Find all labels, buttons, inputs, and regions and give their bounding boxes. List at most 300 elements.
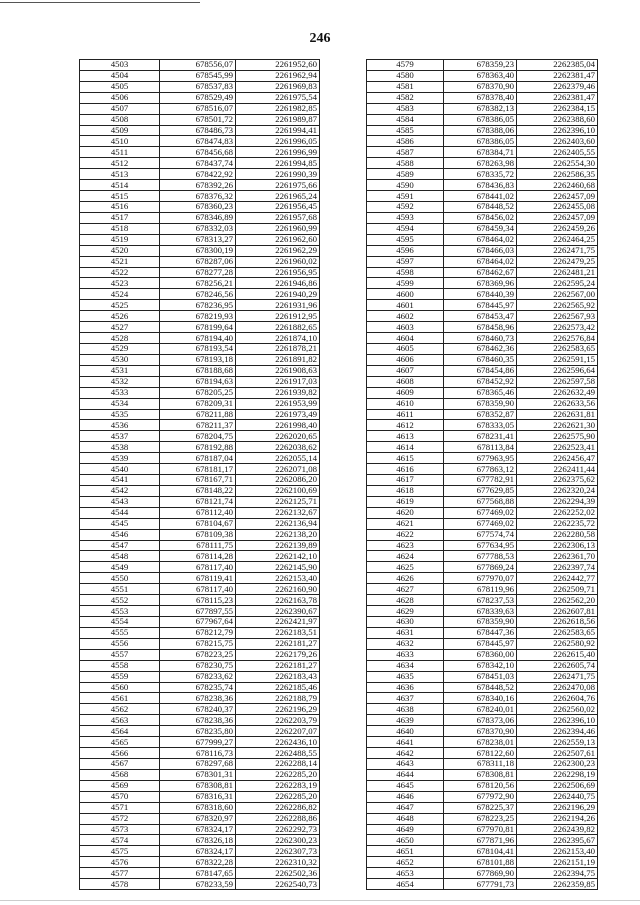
table-row xyxy=(80,234,320,245)
table-row xyxy=(80,715,320,726)
y-coordinate-cell: 2262139,89 xyxy=(236,540,320,551)
table-row xyxy=(80,289,320,300)
table-row xyxy=(367,169,598,180)
x-coordinate-cell: 678464,02 xyxy=(444,234,517,245)
table-row xyxy=(367,573,598,584)
point-number-cell: 4508 xyxy=(80,114,160,125)
table-row xyxy=(80,431,320,442)
y-coordinate-cell: 2262196,29 xyxy=(517,802,598,813)
point-number-cell: 4582 xyxy=(367,92,444,103)
x-coordinate-cell: 678233,59 xyxy=(160,879,236,890)
point-number-cell: 4623 xyxy=(367,540,444,551)
table-row xyxy=(367,365,598,376)
point-number-cell: 4597 xyxy=(367,256,444,267)
x-coordinate-cell: 678111,75 xyxy=(160,540,236,551)
x-coordinate-cell: 678462,67 xyxy=(444,267,517,278)
x-coordinate-cell: 678324,17 xyxy=(160,824,236,835)
y-coordinate-cell: 2262179,26 xyxy=(236,649,320,660)
y-coordinate-cell: 2262188,79 xyxy=(236,693,320,704)
y-coordinate-cell: 2262375,62 xyxy=(517,475,598,486)
y-coordinate-cell: 2262145,90 xyxy=(236,562,320,573)
y-coordinate-cell: 2261994,41 xyxy=(236,125,320,136)
y-coordinate-cell: 2261982,85 xyxy=(236,103,320,114)
point-number-cell: 4537 xyxy=(80,431,160,442)
table-row xyxy=(367,92,598,103)
x-coordinate-cell: 678311,18 xyxy=(444,759,517,770)
table-row xyxy=(80,485,320,496)
y-coordinate-cell: 2262183,51 xyxy=(236,627,320,638)
point-number-cell: 4504 xyxy=(80,70,160,81)
table-row xyxy=(80,693,320,704)
point-number-cell: 4619 xyxy=(367,496,444,507)
point-number-cell: 4550 xyxy=(80,573,160,584)
x-coordinate-cell: 677469,02 xyxy=(444,507,517,518)
x-coordinate-cell: 678454,86 xyxy=(444,365,517,376)
x-coordinate-cell: 677972,90 xyxy=(444,791,517,802)
point-number-cell: 4539 xyxy=(80,453,160,464)
point-number-cell: 4585 xyxy=(367,125,444,136)
x-coordinate-cell: 678297,68 xyxy=(160,759,236,770)
x-coordinate-cell: 678119,41 xyxy=(160,573,236,584)
y-coordinate-cell: 2262457,09 xyxy=(517,191,598,202)
point-number-cell: 4519 xyxy=(80,234,160,245)
point-number-cell: 4598 xyxy=(367,267,444,278)
x-coordinate-cell: 678313,27 xyxy=(160,234,236,245)
point-number-cell: 4542 xyxy=(80,485,160,496)
table-row xyxy=(367,475,598,486)
table-row xyxy=(80,518,320,529)
x-coordinate-cell: 678486,73 xyxy=(160,125,236,136)
x-coordinate-cell: 678117,40 xyxy=(160,584,236,595)
y-coordinate-cell: 2262020,65 xyxy=(236,431,320,442)
table-row xyxy=(367,671,598,682)
point-number-cell: 4515 xyxy=(80,191,160,202)
point-number-cell: 4601 xyxy=(367,300,444,311)
point-number-cell: 4613 xyxy=(367,431,444,442)
x-coordinate-cell: 678104,41 xyxy=(444,846,517,857)
y-coordinate-cell: 2261965,24 xyxy=(236,191,320,202)
y-coordinate-cell: 2261996,05 xyxy=(236,136,320,147)
point-number-cell: 4591 xyxy=(367,191,444,202)
point-number-cell: 4516 xyxy=(80,201,160,212)
y-coordinate-cell: 2262456,47 xyxy=(517,453,598,464)
table-row xyxy=(367,769,598,780)
point-number-cell: 4570 xyxy=(80,791,160,802)
y-coordinate-cell: 2261912,95 xyxy=(236,311,320,322)
point-number-cell: 4505 xyxy=(80,81,160,92)
table-row xyxy=(80,726,320,737)
y-coordinate-cell: 2262310,32 xyxy=(236,857,320,868)
x-coordinate-cell: 678360,23 xyxy=(160,201,236,212)
x-coordinate-cell: 678187,04 xyxy=(160,453,236,464)
y-coordinate-cell: 2262086,20 xyxy=(236,475,320,486)
point-number-cell: 4514 xyxy=(80,180,160,191)
table-row xyxy=(367,649,598,660)
table-row xyxy=(80,169,320,180)
y-coordinate-cell: 2262411,44 xyxy=(517,464,598,475)
x-coordinate-cell: 678370,90 xyxy=(444,81,517,92)
point-number-cell: 4569 xyxy=(80,780,160,791)
y-coordinate-cell: 2262194,26 xyxy=(517,813,598,824)
x-coordinate-cell: 678333,05 xyxy=(444,420,517,431)
point-number-cell: 4590 xyxy=(367,180,444,191)
point-number-cell: 4607 xyxy=(367,365,444,376)
point-number-cell: 4573 xyxy=(80,824,160,835)
x-coordinate-cell: 678459,34 xyxy=(444,223,517,234)
table-row xyxy=(367,748,598,759)
y-coordinate-cell: 2261973,49 xyxy=(236,409,320,420)
y-coordinate-cell: 2262488,55 xyxy=(236,748,320,759)
table-row xyxy=(80,824,320,835)
table-row xyxy=(367,136,598,147)
y-coordinate-cell: 2262481,21 xyxy=(517,267,598,278)
x-coordinate-cell: 678501,72 xyxy=(160,114,236,125)
table-row xyxy=(367,431,598,442)
x-coordinate-cell: 678115,23 xyxy=(160,595,236,606)
x-coordinate-cell: 678388,06 xyxy=(444,125,517,136)
point-number-cell: 4643 xyxy=(367,759,444,770)
point-number-cell: 4506 xyxy=(80,92,160,103)
point-number-cell: 4551 xyxy=(80,584,160,595)
point-number-cell: 4536 xyxy=(80,420,160,431)
point-number-cell: 4614 xyxy=(367,442,444,453)
table-row xyxy=(367,245,598,256)
y-coordinate-cell: 2262183,43 xyxy=(236,671,320,682)
y-coordinate-cell: 2262605,74 xyxy=(517,660,598,671)
y-coordinate-cell: 2262397,74 xyxy=(517,562,598,573)
x-coordinate-cell: 678209,31 xyxy=(160,398,236,409)
table-row xyxy=(367,212,598,223)
y-coordinate-cell: 2261882,65 xyxy=(236,322,320,333)
point-number-cell: 4525 xyxy=(80,300,160,311)
y-coordinate-cell: 2262207,07 xyxy=(236,726,320,737)
table-row xyxy=(80,529,320,540)
point-number-cell: 4558 xyxy=(80,660,160,671)
y-coordinate-cell: 2262502,36 xyxy=(236,868,320,879)
table-row xyxy=(80,562,320,573)
point-number-cell: 4565 xyxy=(80,737,160,748)
y-coordinate-cell: 2261953,99 xyxy=(236,398,320,409)
y-coordinate-cell: 2262470,08 xyxy=(517,682,598,693)
y-coordinate-cell: 2262580,92 xyxy=(517,638,598,649)
x-coordinate-cell: 678263,98 xyxy=(444,158,517,169)
point-number-cell: 4521 xyxy=(80,256,160,267)
point-number-cell: 4518 xyxy=(80,223,160,234)
y-coordinate-cell: 2262181,27 xyxy=(236,660,320,671)
point-number-cell: 4568 xyxy=(80,769,160,780)
table-row xyxy=(80,857,320,868)
y-coordinate-cell: 2262381,47 xyxy=(517,92,598,103)
x-coordinate-cell: 677963,95 xyxy=(444,453,517,464)
table-row xyxy=(367,857,598,868)
table-row xyxy=(367,595,598,606)
point-number-cell: 4572 xyxy=(80,813,160,824)
x-coordinate-cell: 678112,40 xyxy=(160,507,236,518)
y-coordinate-cell: 2262583,65 xyxy=(517,627,598,638)
y-coordinate-cell: 2262604,76 xyxy=(517,693,598,704)
x-coordinate-cell: 678460,35 xyxy=(444,354,517,365)
y-coordinate-cell: 2262464,25 xyxy=(517,234,598,245)
x-coordinate-cell: 677791,73 xyxy=(444,879,517,890)
point-number-cell: 4574 xyxy=(80,835,160,846)
y-coordinate-cell: 2262565,92 xyxy=(517,300,598,311)
point-number-cell: 4535 xyxy=(80,409,160,420)
table-row xyxy=(367,638,598,649)
x-coordinate-cell: 678301,31 xyxy=(160,769,236,780)
y-coordinate-cell: 2262562,20 xyxy=(517,595,598,606)
y-coordinate-cell: 2261952,60 xyxy=(236,60,320,71)
y-coordinate-cell: 2262196,29 xyxy=(236,704,320,715)
y-coordinate-cell: 2261957,68 xyxy=(236,212,320,223)
x-coordinate-cell: 677999,27 xyxy=(160,737,236,748)
point-number-cell: 4609 xyxy=(367,387,444,398)
x-coordinate-cell: 677869,24 xyxy=(444,562,517,573)
y-coordinate-cell: 2262633,56 xyxy=(517,398,598,409)
y-coordinate-cell: 2262394,46 xyxy=(517,726,598,737)
x-coordinate-cell: 678462,36 xyxy=(444,343,517,354)
table-row xyxy=(80,376,320,387)
point-number-cell: 4654 xyxy=(367,879,444,890)
y-coordinate-cell: 2261891,82 xyxy=(236,354,320,365)
y-coordinate-cell: 2261956,45 xyxy=(236,201,320,212)
y-coordinate-cell: 2262506,69 xyxy=(517,780,598,791)
y-coordinate-cell: 2262388,60 xyxy=(517,114,598,125)
x-coordinate-cell: 677782,91 xyxy=(444,475,517,486)
x-coordinate-cell: 678215,75 xyxy=(160,638,236,649)
table-row xyxy=(80,759,320,770)
point-number-cell: 4634 xyxy=(367,660,444,671)
y-coordinate-cell: 2262559,13 xyxy=(517,737,598,748)
x-coordinate-cell: 677788,53 xyxy=(444,551,517,562)
y-coordinate-cell: 2262509,71 xyxy=(517,584,598,595)
y-coordinate-cell: 2262597,58 xyxy=(517,376,598,387)
point-number-cell: 4622 xyxy=(367,529,444,540)
point-number-cell: 4578 xyxy=(80,879,160,890)
x-coordinate-cell: 677871,96 xyxy=(444,835,517,846)
table-row xyxy=(367,529,598,540)
table-row xyxy=(367,376,598,387)
point-number-cell: 4528 xyxy=(80,333,160,344)
table-row xyxy=(80,846,320,857)
x-coordinate-cell: 678181,17 xyxy=(160,464,236,475)
point-number-cell: 4567 xyxy=(80,759,160,770)
table-row xyxy=(367,496,598,507)
point-number-cell: 4547 xyxy=(80,540,160,551)
y-coordinate-cell: 2262185,46 xyxy=(236,682,320,693)
x-coordinate-cell: 678392,26 xyxy=(160,180,236,191)
point-number-cell: 4538 xyxy=(80,442,160,453)
x-coordinate-cell: 678422,92 xyxy=(160,169,236,180)
table-row xyxy=(80,103,320,114)
table-row xyxy=(80,769,320,780)
y-coordinate-cell: 2262160,90 xyxy=(236,584,320,595)
point-number-cell: 4534 xyxy=(80,398,160,409)
table-row xyxy=(367,485,598,496)
table-row xyxy=(367,551,598,562)
point-number-cell: 4615 xyxy=(367,453,444,464)
x-coordinate-cell: 678447,36 xyxy=(444,627,517,638)
x-coordinate-cell: 678230,75 xyxy=(160,660,236,671)
table-row xyxy=(367,464,598,475)
y-coordinate-cell: 2262396,10 xyxy=(517,715,598,726)
x-coordinate-cell: 678373,06 xyxy=(444,715,517,726)
x-coordinate-cell: 678359,23 xyxy=(444,60,517,71)
table-row xyxy=(80,453,320,464)
table-row xyxy=(367,223,598,234)
y-coordinate-cell: 2262235,72 xyxy=(517,518,598,529)
point-number-cell: 4533 xyxy=(80,387,160,398)
x-coordinate-cell: 678238,36 xyxy=(160,715,236,726)
x-coordinate-cell: 678322,28 xyxy=(160,857,236,868)
point-number-cell: 4530 xyxy=(80,354,160,365)
x-coordinate-cell: 677967,64 xyxy=(160,617,236,628)
x-coordinate-cell: 678225,37 xyxy=(444,802,517,813)
x-coordinate-cell: 678386,05 xyxy=(444,114,517,125)
y-coordinate-cell: 2262252,02 xyxy=(517,507,598,518)
y-coordinate-cell: 2262421,97 xyxy=(236,617,320,628)
x-coordinate-cell: 678352,87 xyxy=(444,409,517,420)
y-coordinate-cell: 2261990,39 xyxy=(236,169,320,180)
point-number-cell: 4540 xyxy=(80,464,160,475)
point-number-cell: 4580 xyxy=(367,70,444,81)
table-row xyxy=(80,627,320,638)
table-row xyxy=(367,835,598,846)
x-coordinate-cell: 677568,88 xyxy=(444,496,517,507)
x-coordinate-cell: 677863,12 xyxy=(444,464,517,475)
table-row xyxy=(80,682,320,693)
x-coordinate-cell: 678223,25 xyxy=(444,813,517,824)
point-number-cell: 4645 xyxy=(367,780,444,791)
point-number-cell: 4653 xyxy=(367,868,444,879)
y-coordinate-cell: 2262576,84 xyxy=(517,333,598,344)
point-number-cell: 4616 xyxy=(367,464,444,475)
table-row xyxy=(80,584,320,595)
y-coordinate-cell: 2262288,86 xyxy=(236,813,320,824)
x-coordinate-cell: 678117,40 xyxy=(160,562,236,573)
x-coordinate-cell: 678235,80 xyxy=(160,726,236,737)
point-number-cell: 4517 xyxy=(80,212,160,223)
table-row xyxy=(80,191,320,202)
x-coordinate-cell: 678194,40 xyxy=(160,333,236,344)
point-number-cell: 4587 xyxy=(367,147,444,158)
table-row xyxy=(80,551,320,562)
y-coordinate-cell: 2262381,47 xyxy=(517,70,598,81)
y-coordinate-cell: 2262523,41 xyxy=(517,442,598,453)
table-row xyxy=(367,114,598,125)
y-coordinate-cell: 2262384,15 xyxy=(517,103,598,114)
table-row xyxy=(80,343,320,354)
x-coordinate-cell: 677629,85 xyxy=(444,485,517,496)
table-row xyxy=(80,496,320,507)
table-row xyxy=(367,693,598,704)
point-number-cell: 4602 xyxy=(367,311,444,322)
table-row xyxy=(80,780,320,791)
x-coordinate-cell: 678148,22 xyxy=(160,485,236,496)
table-row xyxy=(367,278,598,289)
table-row xyxy=(367,147,598,158)
x-coordinate-cell: 678378,40 xyxy=(444,92,517,103)
x-coordinate-cell: 677897,55 xyxy=(160,606,236,617)
x-coordinate-cell: 678365,46 xyxy=(444,387,517,398)
table-row xyxy=(367,868,598,879)
table-row xyxy=(367,660,598,671)
table-row xyxy=(80,879,320,890)
y-coordinate-cell: 2262379,46 xyxy=(517,81,598,92)
point-number-cell: 4561 xyxy=(80,693,160,704)
table-row xyxy=(367,354,598,365)
point-number-cell: 4625 xyxy=(367,562,444,573)
table-row xyxy=(80,475,320,486)
point-number-cell: 4520 xyxy=(80,245,160,256)
table-row xyxy=(80,540,320,551)
x-coordinate-cell: 678109,38 xyxy=(160,529,236,540)
y-coordinate-cell: 2262394,75 xyxy=(517,868,598,879)
y-coordinate-cell: 2262439,82 xyxy=(517,824,598,835)
x-coordinate-cell: 678316,31 xyxy=(160,791,236,802)
x-coordinate-cell: 678453,47 xyxy=(444,311,517,322)
table-row xyxy=(367,584,598,595)
point-number-cell: 4604 xyxy=(367,333,444,344)
x-coordinate-cell: 678277,28 xyxy=(160,267,236,278)
point-number-cell: 4589 xyxy=(367,169,444,180)
point-number-cell: 4596 xyxy=(367,245,444,256)
x-coordinate-cell: 678205,25 xyxy=(160,387,236,398)
page-number: 246 xyxy=(309,31,331,46)
point-number-cell: 4576 xyxy=(80,857,160,868)
table-row xyxy=(367,158,598,169)
point-number-cell: 4611 xyxy=(367,409,444,420)
point-number-cell: 4599 xyxy=(367,278,444,289)
table-row xyxy=(80,223,320,234)
point-number-cell: 4635 xyxy=(367,671,444,682)
x-coordinate-cell: 678458,96 xyxy=(444,322,517,333)
x-coordinate-cell: 678335,72 xyxy=(444,169,517,180)
x-coordinate-cell: 678363,40 xyxy=(444,70,517,81)
point-number-cell: 4612 xyxy=(367,420,444,431)
y-coordinate-cell: 2262288,14 xyxy=(236,759,320,770)
table-row xyxy=(367,737,598,748)
y-coordinate-cell: 2262307,73 xyxy=(236,846,320,857)
point-number-cell: 4522 xyxy=(80,267,160,278)
y-coordinate-cell: 2262286,82 xyxy=(236,802,320,813)
point-number-cell: 4646 xyxy=(367,791,444,802)
point-number-cell: 4527 xyxy=(80,322,160,333)
point-number-cell: 4557 xyxy=(80,649,160,660)
x-coordinate-cell: 678194,63 xyxy=(160,376,236,387)
y-coordinate-cell: 2262631,81 xyxy=(517,409,598,420)
x-coordinate-cell: 678386,05 xyxy=(444,136,517,147)
y-coordinate-cell: 2262607,81 xyxy=(517,606,598,617)
point-number-cell: 4639 xyxy=(367,715,444,726)
y-coordinate-cell: 2262615,40 xyxy=(517,649,598,660)
y-coordinate-cell: 2262292,73 xyxy=(236,824,320,835)
x-coordinate-cell: 678460,73 xyxy=(444,333,517,344)
y-coordinate-cell: 2262440,75 xyxy=(517,791,598,802)
x-coordinate-cell: 678516,07 xyxy=(160,103,236,114)
y-coordinate-cell: 2261939,82 xyxy=(236,387,320,398)
y-coordinate-cell: 2262283,19 xyxy=(236,780,320,791)
point-number-cell: 4650 xyxy=(367,835,444,846)
table-row xyxy=(367,726,598,737)
point-number-cell: 4641 xyxy=(367,737,444,748)
point-number-cell: 4584 xyxy=(367,114,444,125)
table-row xyxy=(367,60,598,71)
table-row xyxy=(80,300,320,311)
x-coordinate-cell: 678246,56 xyxy=(160,289,236,300)
y-coordinate-cell: 2262132,67 xyxy=(236,507,320,518)
point-number-cell: 4595 xyxy=(367,234,444,245)
table-row xyxy=(367,507,598,518)
